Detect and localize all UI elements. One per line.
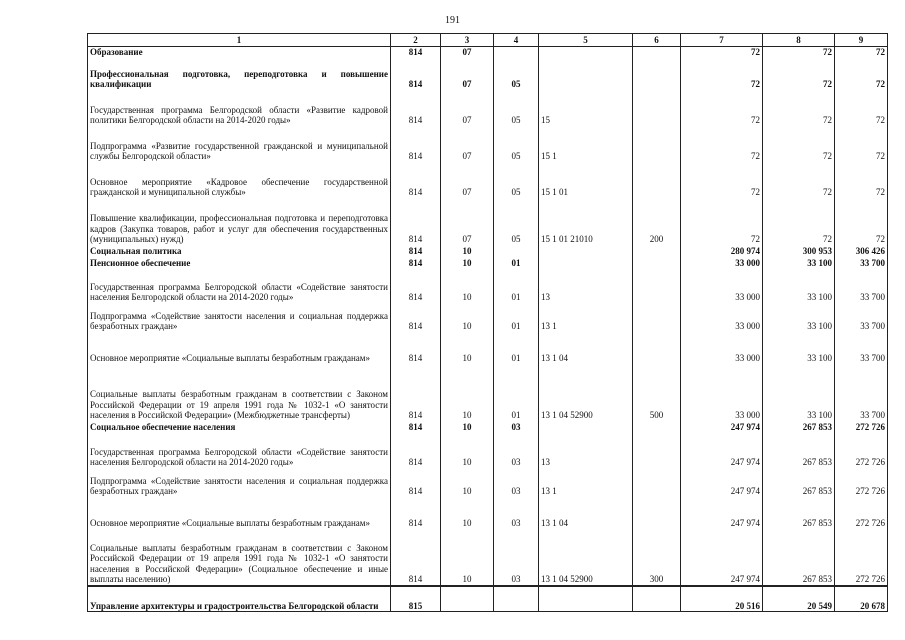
table-row — [88, 364, 888, 421]
cell-admin-code: 814 — [391, 90, 441, 126]
cell-name: Государственная программа Белгородской области «Развитие кадровой политики Белгородской области на 2014-2020 годы» — [88, 90, 391, 126]
cell-amount-2: 72 — [763, 126, 835, 162]
cell-amount-3: 72 — [835, 198, 888, 245]
cell-section: 07 — [441, 58, 494, 90]
table-row — [88, 529, 888, 586]
table-row — [88, 198, 888, 245]
cell-amount-2: 72 — [763, 198, 835, 245]
cell-name: Управление архитектуры и градостроительства Белгородской области — [88, 586, 391, 612]
cell-amount-2: 267 853 — [763, 421, 835, 433]
cell-amount-1: 72 — [681, 162, 763, 198]
cell-amount-2: 267 853 — [763, 529, 835, 586]
cell-admin-code: 814 — [391, 421, 441, 433]
cell-section — [441, 586, 494, 612]
cell-expense-type — [633, 303, 681, 332]
cell-name: Подпрограмма «Содействие занятости населения и социальная поддержка безработных граждан» — [88, 468, 391, 497]
cell-amount-2: 72 — [763, 162, 835, 198]
cell-target-article: 13 — [539, 269, 633, 303]
cell-amount-3: 306 426 — [835, 245, 888, 257]
cell-section: 10 — [441, 529, 494, 586]
table-row — [88, 332, 888, 364]
cell-target-article: 15 1 01 — [539, 162, 633, 198]
cell-admin-code: 814 — [391, 269, 441, 303]
cell-amount-1: 247 974 — [681, 497, 763, 529]
cell-amount-3: 20 678 — [835, 586, 888, 612]
cell-amount-2: 33 100 — [763, 303, 835, 332]
cell-section: 10 — [441, 468, 494, 497]
cell-amount-2: 20 549 — [763, 586, 835, 612]
cell-amount-1: 33 000 — [681, 364, 763, 421]
header-cell: 8 — [763, 34, 835, 47]
header-cell: 5 — [539, 34, 633, 47]
cell-target-article — [539, 257, 633, 269]
cell-name: Профессиональная подготовка, переподготовка и повышение квалификации — [88, 58, 391, 90]
cell-name: Основное мероприятие «Социальные выплаты безработным гражданам» — [88, 332, 391, 364]
header-cell: 4 — [494, 34, 539, 47]
cell-admin-code: 814 — [391, 47, 441, 58]
cell-target-article: 15 — [539, 90, 633, 126]
cell-amount-3: 72 — [835, 126, 888, 162]
cell-expense-type: 500 — [633, 364, 681, 421]
cell-section: 10 — [441, 245, 494, 257]
cell-section: 07 — [441, 47, 494, 58]
cell-target-article: 15 1 — [539, 126, 633, 162]
cell-amount-1: 72 — [681, 198, 763, 245]
cell-name: Основное мероприятие «Кадровое обеспечение государственной гражданской и муниципальной службы» — [88, 162, 391, 198]
cell-admin-code: 814 — [391, 58, 441, 90]
cell-name: Социальная политика — [88, 245, 391, 257]
cell-expense-type — [633, 47, 681, 58]
page-number: 191 — [445, 15, 460, 26]
cell-expense-type — [633, 269, 681, 303]
header-cell: 2 — [391, 34, 441, 47]
table-row — [88, 47, 888, 58]
cell-amount-3: 272 726 — [835, 421, 888, 433]
cell-expense-type: 200 — [633, 198, 681, 245]
cell-amount-1: 72 — [681, 47, 763, 58]
header-row — [88, 34, 888, 47]
cell-admin-code: 814 — [391, 198, 441, 245]
cell-subsection: 05 — [494, 162, 539, 198]
cell-admin-code: 814 — [391, 332, 441, 364]
cell-subsection — [494, 245, 539, 257]
cell-amount-2: 267 853 — [763, 497, 835, 529]
cell-target-article — [539, 58, 633, 90]
cell-amount-3: 272 726 — [835, 468, 888, 497]
cell-subsection: 03 — [494, 468, 539, 497]
header-cell: 9 — [835, 34, 888, 47]
cell-subsection: 05 — [494, 58, 539, 90]
cell-subsection: 03 — [494, 497, 539, 529]
cell-amount-1: 33 000 — [681, 257, 763, 269]
cell-section: 10 — [441, 303, 494, 332]
cell-expense-type — [633, 245, 681, 257]
cell-subsection — [494, 586, 539, 612]
table-row — [88, 421, 888, 433]
table-row — [88, 90, 888, 126]
cell-amount-3: 72 — [835, 58, 888, 90]
cell-target-article: 13 1 04 — [539, 497, 633, 529]
cell-name: Государственная программа Белгородской области «Содействие занятости населения Белгородской области на 2014-2020 годы» — [88, 269, 391, 303]
table-row — [88, 269, 888, 303]
header-cell: 7 — [681, 34, 763, 47]
cell-target-article: 13 — [539, 433, 633, 468]
cell-admin-code: 814 — [391, 245, 441, 257]
cell-target-article: 13 1 04 52900 — [539, 529, 633, 586]
cell-admin-code: 814 — [391, 126, 441, 162]
cell-name: Образование — [88, 47, 391, 58]
cell-amount-2: 33 100 — [763, 364, 835, 421]
table-row — [88, 126, 888, 162]
cell-target-article — [539, 245, 633, 257]
cell-subsection: 05 — [494, 90, 539, 126]
cell-admin-code: 814 — [391, 433, 441, 468]
budget-table — [87, 33, 888, 612]
cell-name: Основное мероприятие «Социальные выплаты безработным гражданам» — [88, 497, 391, 529]
cell-target-article: 15 1 01 21010 — [539, 198, 633, 245]
cell-expense-type: 300 — [633, 529, 681, 586]
cell-expense-type — [633, 162, 681, 198]
cell-amount-2: 267 853 — [763, 468, 835, 497]
cell-amount-3: 33 700 — [835, 257, 888, 269]
cell-section: 07 — [441, 126, 494, 162]
table-row — [88, 245, 888, 257]
cell-subsection: 03 — [494, 433, 539, 468]
cell-section: 07 — [441, 198, 494, 245]
cell-name: Социальные выплаты безработным гражданам в соответствии с Законом Российской Федерации от 19 апреля 1991 года № 1032-1 «О занятости населения в Российской Федерации» (Межбюджетные трансферты) — [88, 364, 391, 421]
cell-amount-2: 33 100 — [763, 257, 835, 269]
cell-target-article: 13 1 04 52900 — [539, 364, 633, 421]
cell-amount-1: 247 974 — [681, 468, 763, 497]
cell-section: 10 — [441, 433, 494, 468]
cell-name: Социальное обеспечение населения — [88, 421, 391, 433]
cell-subsection: 01 — [494, 303, 539, 332]
cell-section: 10 — [441, 421, 494, 433]
cell-amount-3: 272 726 — [835, 497, 888, 529]
cell-subsection: 01 — [494, 269, 539, 303]
cell-expense-type — [633, 433, 681, 468]
cell-amount-2: 33 100 — [763, 332, 835, 364]
table-row — [88, 303, 888, 332]
cell-amount-3: 72 — [835, 90, 888, 126]
cell-amount-1: 33 000 — [681, 332, 763, 364]
cell-target-article — [539, 47, 633, 58]
cell-target-article — [539, 421, 633, 433]
cell-amount-2: 72 — [763, 58, 835, 90]
cell-admin-code: 814 — [391, 257, 441, 269]
cell-amount-3: 72 — [835, 162, 888, 198]
cell-name: Подпрограмма «Развитие государственной гражданской и муниципальной службы Белгородской области» — [88, 126, 391, 162]
cell-name: Социальные выплаты безработным гражданам в соответствии с Законом Российской Федерации от 19 апреля 1991 года № 1032-1 «О занятости населения в Российской Федерации» (Социальное обеспечение и иные выплаты населению) — [88, 529, 391, 586]
cell-subsection: 03 — [494, 529, 539, 586]
table-row — [88, 468, 888, 497]
cell-amount-3: 272 726 — [835, 529, 888, 586]
cell-amount-1: 72 — [681, 58, 763, 90]
cell-amount-1: 247 974 — [681, 529, 763, 586]
cell-subsection: 03 — [494, 421, 539, 433]
cell-name: Повышение квалификации, профессиональная подготовка и переподготовка кадров (Закупка товаров, работ и услуг для обеспечения государственных (муниципальных) нужд) — [88, 198, 391, 245]
cell-amount-1: 247 974 — [681, 421, 763, 433]
cell-expense-type — [633, 332, 681, 364]
cell-expense-type — [633, 468, 681, 497]
cell-section: 10 — [441, 269, 494, 303]
cell-amount-3: 33 700 — [835, 269, 888, 303]
cell-section: 10 — [441, 332, 494, 364]
cell-name: Государственная программа Белгородской области «Содействие занятости населения Белгородской области на 2014-2020 годы» — [88, 433, 391, 468]
cell-subsection: 01 — [494, 332, 539, 364]
cell-amount-1: 72 — [681, 90, 763, 126]
cell-amount-3: 33 700 — [835, 303, 888, 332]
cell-admin-code: 814 — [391, 468, 441, 497]
cell-target-article — [539, 586, 633, 612]
cell-subsection: 05 — [494, 126, 539, 162]
cell-amount-1: 33 000 — [681, 269, 763, 303]
cell-name: Пенсионное обеспечение — [88, 257, 391, 269]
cell-expense-type — [633, 58, 681, 90]
cell-name: Подпрограмма «Содействие занятости населения и социальная поддержка безработных граждан» — [88, 303, 391, 332]
table-row — [88, 433, 888, 468]
cell-amount-1: 280 974 — [681, 245, 763, 257]
cell-section: 10 — [441, 497, 494, 529]
cell-subsection — [494, 47, 539, 58]
cell-target-article: 13 1 04 — [539, 332, 633, 364]
cell-amount-1: 72 — [681, 126, 763, 162]
cell-subsection: 05 — [494, 198, 539, 245]
cell-expense-type — [633, 90, 681, 126]
cell-amount-3: 72 — [835, 47, 888, 58]
cell-expense-type — [633, 586, 681, 612]
cell-admin-code: 814 — [391, 364, 441, 421]
cell-subsection: 01 — [494, 257, 539, 269]
cell-amount-3: 272 726 — [835, 433, 888, 468]
cell-expense-type — [633, 257, 681, 269]
cell-admin-code: 814 — [391, 529, 441, 586]
cell-expense-type — [633, 421, 681, 433]
cell-target-article: 13 1 — [539, 468, 633, 497]
cell-amount-3: 33 700 — [835, 364, 888, 421]
cell-section: 07 — [441, 162, 494, 198]
cell-expense-type — [633, 497, 681, 529]
cell-admin-code: 814 — [391, 497, 441, 529]
cell-amount-2: 72 — [763, 90, 835, 126]
header-cell: 3 — [441, 34, 494, 47]
cell-amount-2: 267 853 — [763, 433, 835, 468]
cell-amount-1: 33 000 — [681, 303, 763, 332]
cell-amount-2: 72 — [763, 47, 835, 58]
table-row — [88, 257, 888, 269]
table-row — [88, 58, 888, 90]
cell-admin-code: 815 — [391, 586, 441, 612]
cell-admin-code: 814 — [391, 162, 441, 198]
cell-amount-1: 20 516 — [681, 586, 763, 612]
table-row — [88, 586, 888, 612]
cell-amount-2: 33 100 — [763, 269, 835, 303]
cell-section: 10 — [441, 364, 494, 421]
cell-amount-1: 247 974 — [681, 433, 763, 468]
cell-section: 10 — [441, 257, 494, 269]
cell-amount-2: 300 953 — [763, 245, 835, 257]
table-row — [88, 162, 888, 198]
header-cell: 1 — [88, 34, 391, 47]
cell-admin-code: 814 — [391, 303, 441, 332]
table-row — [88, 497, 888, 529]
cell-target-article: 13 1 — [539, 303, 633, 332]
header-cell: 6 — [633, 34, 681, 47]
cell-expense-type — [633, 126, 681, 162]
cell-section: 07 — [441, 90, 494, 126]
cell-amount-3: 33 700 — [835, 332, 888, 364]
cell-subsection: 01 — [494, 364, 539, 421]
